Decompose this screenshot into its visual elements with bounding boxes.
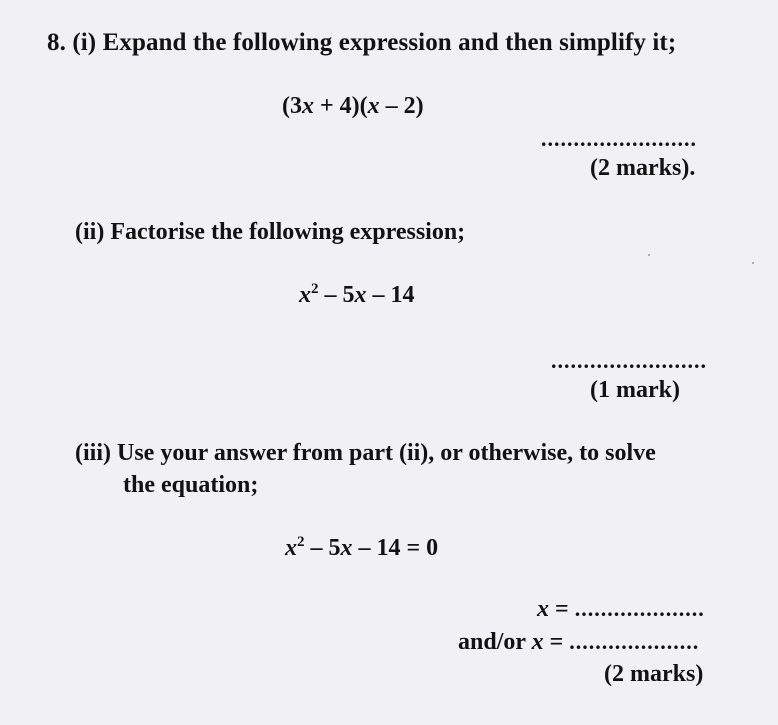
answer2-line[interactable]: .................... xyxy=(569,629,700,654)
part-ii-answer-line[interactable]: ........................ xyxy=(551,348,707,373)
part-iii-answer-2 xyxy=(458,629,699,656)
eq-iii-tail: – 14 = 0 xyxy=(352,535,439,561)
part-i-answer-line[interactable]: ........................ xyxy=(541,126,697,151)
expr-ii-rest: – 5 xyxy=(318,282,355,308)
part-i-label: (i) xyxy=(72,29,97,56)
question-number: 8. xyxy=(47,29,66,56)
part-i-marks: (2 marks). xyxy=(590,155,696,181)
part-iii-instruction-line1: Use your answer from part (ii), or otherwise, to solve xyxy=(117,440,656,466)
expr-ii-tail: – 14 xyxy=(366,282,415,308)
scan-speck xyxy=(648,254,650,256)
eq-iii-power: 2 xyxy=(297,534,305,550)
eq-iii-var-x: x xyxy=(285,535,297,561)
answer1-var-x: x xyxy=(537,596,549,622)
question-8-part-i-heading xyxy=(47,29,676,57)
expr-ii-var-x: x xyxy=(299,282,311,308)
eq-iii-rest: – 5 xyxy=(304,535,341,561)
part-i-expression xyxy=(282,93,424,120)
answer2-equals: = xyxy=(543,629,570,655)
part-ii-instruction: Factorise the following expression; xyxy=(110,219,466,245)
expr-i-open: (3 xyxy=(282,93,302,119)
part-iii-label: (iii) xyxy=(75,440,111,466)
scan-speck xyxy=(752,262,754,264)
expr-i-mid: + 4)( xyxy=(314,93,368,119)
answer2-var-x: x xyxy=(531,629,544,655)
part-ii-heading xyxy=(75,219,465,246)
answer2-prefix: and/or xyxy=(458,629,532,655)
eq-iii-var-x2: x xyxy=(340,535,353,561)
part-iii-marks: (2 marks) xyxy=(604,661,704,687)
expr-i-var-x2: x xyxy=(367,93,380,119)
part-ii-expression xyxy=(299,282,415,309)
part-ii-label: (ii) xyxy=(75,219,105,245)
answer1-line[interactable]: .................... xyxy=(574,596,705,621)
expr-i-close: – 2) xyxy=(379,93,424,119)
part-iii-equation xyxy=(285,535,438,562)
part-ii-marks: (1 mark) xyxy=(590,377,680,403)
part-i-instruction: Expand the following expression and then simplify it; xyxy=(102,29,677,56)
expr-ii-var-x2: x xyxy=(354,282,367,308)
part-iii-instruction-line2: the equation; xyxy=(123,472,259,498)
expr-i-var-x: x xyxy=(302,93,314,119)
answer1-equals: = xyxy=(549,596,575,622)
part-iii-answer-1 xyxy=(537,596,705,623)
expr-ii-power: 2 xyxy=(311,281,319,297)
part-iii-heading xyxy=(75,440,656,467)
